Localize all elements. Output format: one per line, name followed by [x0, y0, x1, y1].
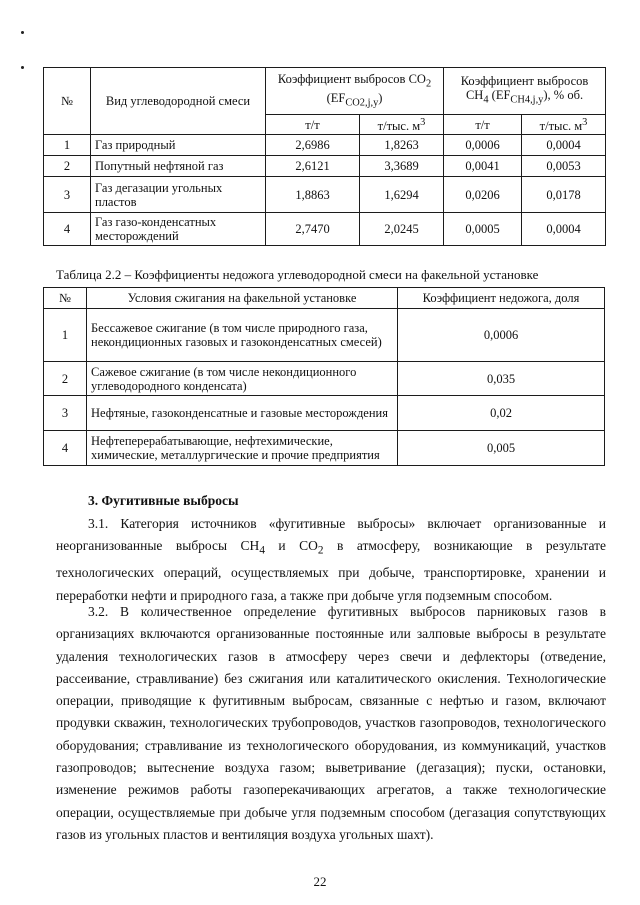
cell-value: 2,7470: [266, 213, 360, 246]
header-coefficient: Коэффициент недожога, доля: [398, 288, 605, 309]
header-co2-coefficient: Коэффициент выбросов $CO_2$ $(EF_{CO2,j,y})$: [266, 68, 444, 115]
cell-value: 0,0053: [522, 156, 606, 177]
table-row: [44, 135, 606, 156]
cell-value: 0,0206: [444, 177, 522, 213]
header-ch4-coefficient: Коэффициент выбросов $CH_4$ $(EF_{CH4,j,y})$, % об.: [444, 68, 606, 115]
cell-conditions: Нефтяные, газоконденсатные и газовые месторождения: [87, 396, 398, 431]
cell-value: 0,0006: [398, 309, 605, 362]
table-row: [44, 396, 605, 431]
cell-value: 1,6294: [360, 177, 444, 213]
table-row: [44, 156, 606, 177]
table-row: [44, 177, 606, 213]
table-row: [44, 213, 606, 246]
paragraph-3-2: 3.2. В количественное определение фугитивных выбросов парниковых газов в организациях включаются организованные постоянные или залповые выбросы в результате удаления технологических газов в атмосферу через свечи и дефлекторы (отведение, рассеивание, стравливание) без сжигания или каталитического окисления. Технологические операции, приводящие к фугитивным выбросам, связанные с нефтью и газом, включают продувки скважин, технологических трубопроводов, участков газопроводов, технологического оборудования; стравливание из технологического оборудования, из коммуникаций, участков газопроводов; вытеснение воздуха газом; выветривание (дегазация); пуски, остановки, изменение режимов работы газоперекачивающих агрегатов, а также технологические операции, осуществляемые при добыче угля подземным способом (дегазация сопутствующих газов из угольных пластов и вентиляция воздуха угольных шахт).: [56, 604, 606, 842]
cell-value: 0,005: [398, 431, 605, 466]
paragraph-3-1: 3.1. Категория источников «фугитивные выбросы» включает организованные и неорганизованные выбросы $CH_4$ и $CO_2$ в атмосферу, возникающие в результате технологических операций, осуществляемых при добыче, транспортировке, хранении и переработки нефти и природного газа, а также при добыче угля подземным способом.: [56, 516, 606, 603]
cell-value: 3,3689: [360, 156, 444, 177]
table-caption: Таблица 2.2 – Коэффициенты недожога углеводородной смеси на факельной установке: [56, 267, 539, 282]
cell-value: 0,035: [398, 362, 605, 396]
cell-value: 1,8863: [266, 177, 360, 213]
cell-conditions: Сажевое сжигание (в том числе некондиционного углеводородного конденсата): [87, 362, 398, 396]
cell-value: 2,6986: [266, 135, 360, 156]
header-num: №: [44, 68, 91, 135]
cell-value: 0,0005: [444, 213, 522, 246]
cell-mix: Газ природный: [91, 135, 266, 156]
table-row: [44, 362, 605, 396]
emission-coefficients-table: [43, 67, 606, 246]
scan-speck: [21, 66, 24, 69]
scan-speck: [21, 31, 24, 34]
unit-ch4-tt: т/т: [444, 115, 522, 135]
cell-num: 2: [44, 362, 87, 396]
table-header-row: [44, 68, 606, 115]
cell-num: 2: [44, 156, 91, 177]
cell-num: 1: [44, 135, 91, 156]
cell-conditions: Бессажевое сжигание (в том числе природного газа, некондиционных газовых и газоконденсатных смесей): [87, 309, 398, 362]
table-row: [44, 431, 605, 466]
cell-num: 4: [44, 431, 87, 466]
unit-co2-tt: т/т: [266, 115, 360, 135]
cell-value: 0,0006: [444, 135, 522, 156]
cell-num: 3: [44, 177, 91, 213]
header-mix-type: Вид углеводородной смеси: [91, 68, 266, 135]
cell-conditions: Нефтеперерабатывающие, нефтехимические, химические, металлургические и прочие предприятия: [87, 431, 398, 466]
cell-mix: Газ дегазации угольных пластов: [91, 177, 266, 213]
section-heading: 3. Фугитивные выбросы: [88, 493, 239, 508]
header-num: №: [44, 288, 87, 309]
unit-co2-m3: т/тыс. $м^3$: [360, 115, 444, 135]
unit-ch4-m3: т/тыс. $м^3$: [522, 115, 606, 135]
underburning-coefficients-table: [43, 287, 605, 466]
header-conditions: Условия сжигания на факельной установке: [87, 288, 398, 309]
cell-value: 0,0004: [522, 213, 606, 246]
cell-mix: Газ газо-конденсатных месторождений: [91, 213, 266, 246]
cell-value: 2,0245: [360, 213, 444, 246]
table-header-row: [44, 288, 605, 309]
cell-num: 3: [44, 396, 87, 431]
cell-value: 0,0004: [522, 135, 606, 156]
cell-value: 0,0041: [444, 156, 522, 177]
cell-value: 2,6121: [266, 156, 360, 177]
cell-value: 0,02: [398, 396, 605, 431]
table-row: [44, 309, 605, 362]
cell-mix: Попутный нефтяной газ: [91, 156, 266, 177]
cell-value: 1,8263: [360, 135, 444, 156]
cell-num: 4: [44, 213, 91, 246]
page-number: 22: [313, 874, 327, 889]
cell-value: 0,0178: [522, 177, 606, 213]
cell-num: 1: [44, 309, 87, 362]
